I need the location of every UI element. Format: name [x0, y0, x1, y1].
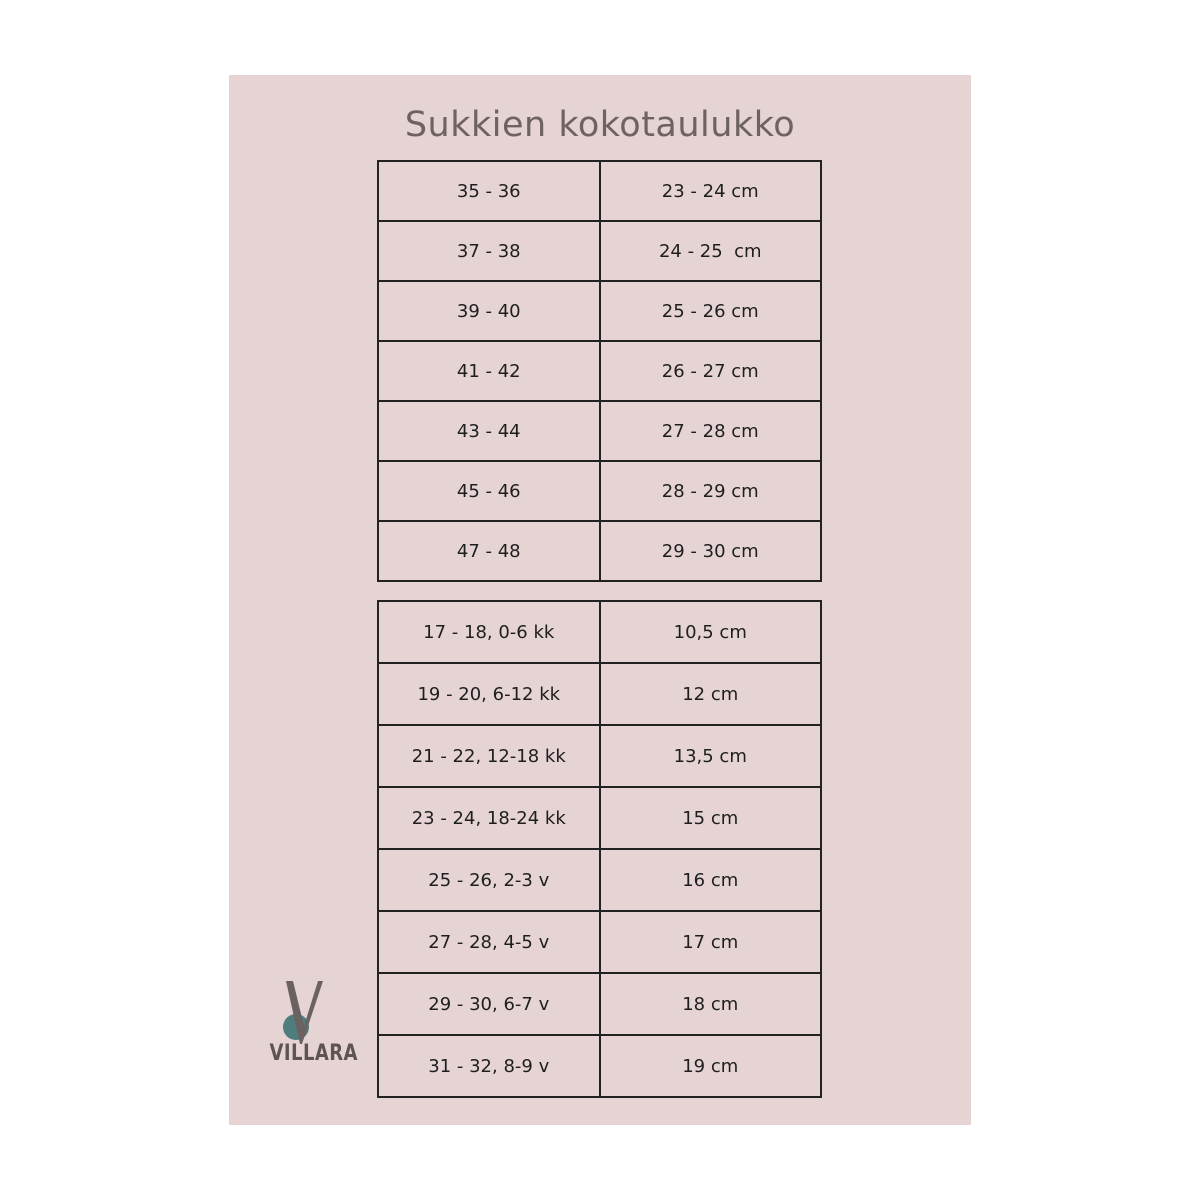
logo-wordmark: VILLARA — [269, 1041, 358, 1066]
table-row — [378, 281, 821, 341]
shoe-size-cell: 25 - 26, 2-3 v — [378, 849, 600, 911]
table-row — [378, 221, 821, 281]
foot-length-cell: 28 - 29 cm — [600, 461, 822, 521]
kids-size-table — [377, 600, 822, 1098]
shoe-size-cell: 41 - 42 — [378, 341, 600, 401]
shoe-size-cell: 31 - 32, 8-9 v — [378, 1035, 600, 1097]
shoe-size-cell: 21 - 22, 12-18 kk — [378, 725, 600, 787]
table-row — [378, 973, 821, 1035]
table-row — [378, 1035, 821, 1097]
foot-length-cell: 13,5 cm — [600, 725, 822, 787]
foot-length-cell: 17 cm — [600, 911, 822, 973]
foot-length-cell: 25 - 26 cm — [600, 281, 822, 341]
foot-length-cell: 12 cm — [600, 663, 822, 725]
table-row — [378, 849, 821, 911]
table-row — [378, 663, 821, 725]
foot-length-cell: 24 - 25 cm — [600, 221, 822, 281]
page-title: Sukkien kokotaulukko — [404, 105, 796, 145]
foot-length-cell: 10,5 cm — [600, 601, 822, 663]
table-row — [378, 787, 821, 849]
table-row — [378, 601, 821, 663]
shoe-size-cell: 23 - 24, 18-24 kk — [378, 787, 600, 849]
foot-length-cell: 16 cm — [600, 849, 822, 911]
table-row — [378, 341, 821, 401]
shoe-size-cell: 27 - 28, 4-5 v — [378, 911, 600, 973]
foot-length-cell: 27 - 28 cm — [600, 401, 822, 461]
table-row — [378, 911, 821, 973]
shoe-size-cell: 35 - 36 — [378, 161, 600, 221]
shoe-size-cell: 45 - 46 — [378, 461, 600, 521]
shoe-size-cell: 29 - 30, 6-7 v — [378, 973, 600, 1035]
shoe-size-cell: 47 - 48 — [378, 521, 600, 581]
shoe-size-cell: 19 - 20, 6-12 kk — [378, 663, 600, 725]
shoe-size-cell: 39 - 40 — [378, 281, 600, 341]
shoe-size-cell: 37 - 38 — [378, 221, 600, 281]
shoe-size-cell: 43 - 44 — [378, 401, 600, 461]
table-row — [378, 521, 821, 581]
foot-length-cell: 29 - 30 cm — [600, 521, 822, 581]
shoe-size-cell: 17 - 18, 0-6 kk — [378, 601, 600, 663]
foot-length-cell: 18 cm — [600, 973, 822, 1035]
foot-length-cell: 15 cm — [600, 787, 822, 849]
foot-length-cell: 23 - 24 cm — [600, 161, 822, 221]
table-row — [378, 461, 821, 521]
foot-length-cell: 26 - 27 cm — [600, 341, 822, 401]
table-row — [378, 161, 821, 221]
table-row — [378, 725, 821, 787]
foot-length-cell: 19 cm — [600, 1035, 822, 1097]
table-row — [378, 401, 821, 461]
adult-size-table — [377, 160, 822, 582]
